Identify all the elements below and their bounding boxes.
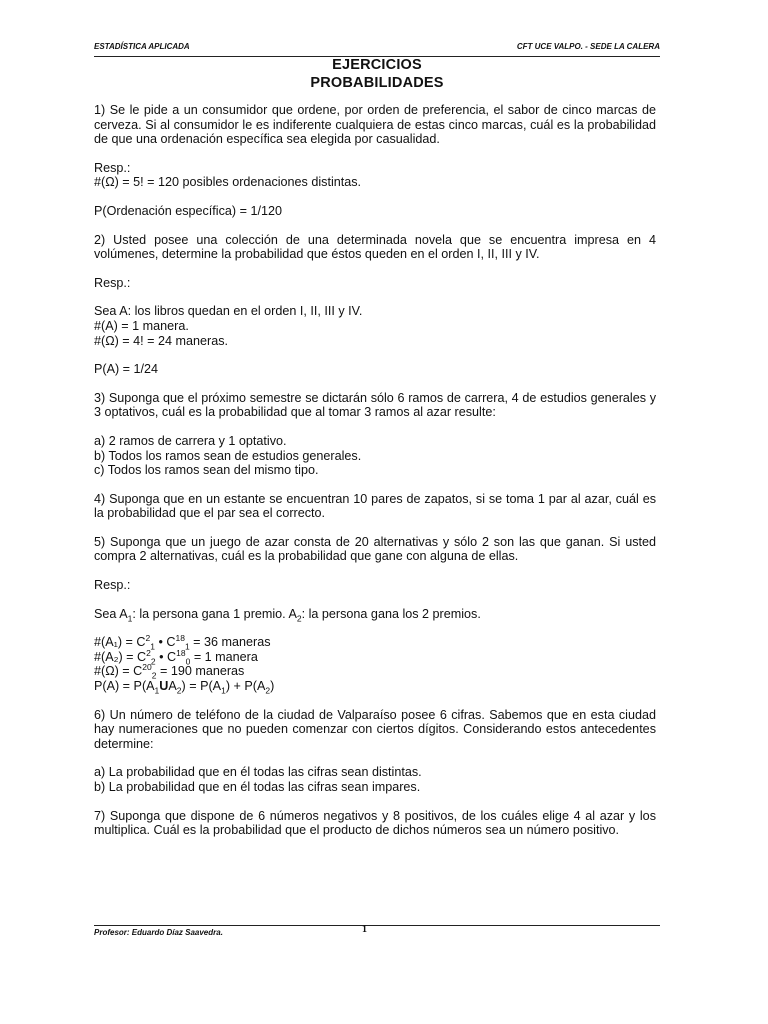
- exercise-2-count-omega: #(Ω) = 4! = 24 maneras.: [94, 333, 229, 348]
- document-title: [94, 56, 660, 92]
- exercise-4-statement: 4) Suponga que en un estante se encuentran 10 pares de zapatos, si se toma 1 par al azar, cuál es la probabilidad que el par sea el correcto.: [94, 491, 656, 521]
- exercise-5-formula-probability: $P(A) = P(A_1UA_2) = P(A_1) + P(A_2)$: [94, 679, 275, 696]
- page-number: 1: [362, 924, 367, 935]
- title-line-1: EJERCICIOS: [332, 57, 422, 73]
- exercise-1-answer-line: #(Ω) = 5! = 120 posibles ordenaciones distintas.: [94, 175, 362, 190]
- exercise-6-item-a: a) La probabilidad que en él todas las cifras sean distintas.: [94, 765, 422, 780]
- exercise-2-resp-label: Resp.:: [94, 275, 131, 290]
- exercise-1-probability: P(Ordenación específica) = 1/120: [94, 203, 282, 218]
- footer-professor: Profesor: Eduardo Díaz Saavedra.: [94, 928, 223, 937]
- exercise-1-statement: 1) Se le pide a un consumidor que ordene, por orden de preferencia, el sabor de cinco marcas de cerveza. Si al consumidor le es indiferente cualquiera de estas cinco marcas, cuál es la probabilidad de que una ordenación específica sea elegida por casualidad.: [94, 103, 656, 147]
- exercise-3-item-c: c) Todos los ramos sean del mismo tipo.: [94, 463, 319, 478]
- exercise-5-statement: 5) Suponga que un juego de azar consta de 20 alternativas y sólo 2 son las que ganan. Si usted compra 2 alternativas, cuál es la probabilidad que gane con alguna de ellas.: [94, 534, 656, 564]
- header-course: ESTADÍSTICA APLICADA: [94, 42, 190, 51]
- exercise-5-formula-omega: #(Ω) = $C^{20}_2 = 190$ maneras: [94, 662, 245, 681]
- exercise-5-resp-label: Resp.:: [94, 578, 131, 593]
- exercise-6-item-b: b) La probabilidad que en él todas las cifras sean impares.: [94, 780, 421, 794]
- exercise-1-resp-label: Resp.:: [94, 160, 131, 175]
- exercise-2-event-definition: Sea A: los libros quedan en el orden I, II, III y IV.: [94, 304, 363, 319]
- exercise-5-formula-a1: #(A₁) = $C^2_1$ • $C^{18}_1 = 36$ maneras: [94, 633, 271, 652]
- exercise-2-probability: P(A) = 1/24: [94, 362, 159, 377]
- exercise-list: [94, 103, 656, 838]
- exercise-2-count-a: #(A) = 1 manera.: [94, 318, 189, 333]
- exercise-3-statement: 3) Suponga que el próximo semestre se dictarán sólo 6 ramos de carrera, 4 de estudios generales y 3 optativos, cuál es la probabilidad que al tomar 3 ramos al azar resulte:: [94, 390, 656, 420]
- footer-divider: [94, 925, 660, 926]
- exercise-5-event-definition: Sea $A_1$: la persona gana 1 premio. $A_2$: la persona gana los 2 premios.: [94, 606, 481, 624]
- exercise-5-formula-a2: #(A₂) = $C^2_2$ • $C^{18}_0 = 1$ manera: [94, 647, 258, 667]
- exercise-6-statement: 6) Un número de teléfono de la ciudad de Valparaíso posee 6 cifras. Sabemos que en esta ciudad hay numeraciones que no pueden comenzar con ciertos dígitos. Considerando estos antecedentes determine:: [94, 707, 656, 751]
- exercise-3-item-a: a) 2 ramos de carrera y 1 optativo.: [94, 433, 287, 448]
- page-header: [94, 42, 660, 57]
- exercise-3-item-b: b) Todos los ramos sean de estudios generales.: [94, 448, 362, 463]
- header-institution: CFT UCE VALPO. - SEDE LA CALERA: [516, 42, 660, 51]
- exercise-7-statement: 7) Suponga que dispone de 6 números negativos y 8 positivos, de los cuáles elige 4 al azar y los multiplica. Cuál es la probabilidad que el producto de dichos números sea un número positivo.: [94, 808, 656, 838]
- exercise-2-statement: 2) Usted posee una colección de una determinada novela que se encuentra impresa en 4 volúmenes, determine la probabilidad que éstos queden en el orden I, II, III y IV.: [94, 232, 656, 262]
- title-line-2: PROBABILIDADES: [310, 75, 444, 91]
